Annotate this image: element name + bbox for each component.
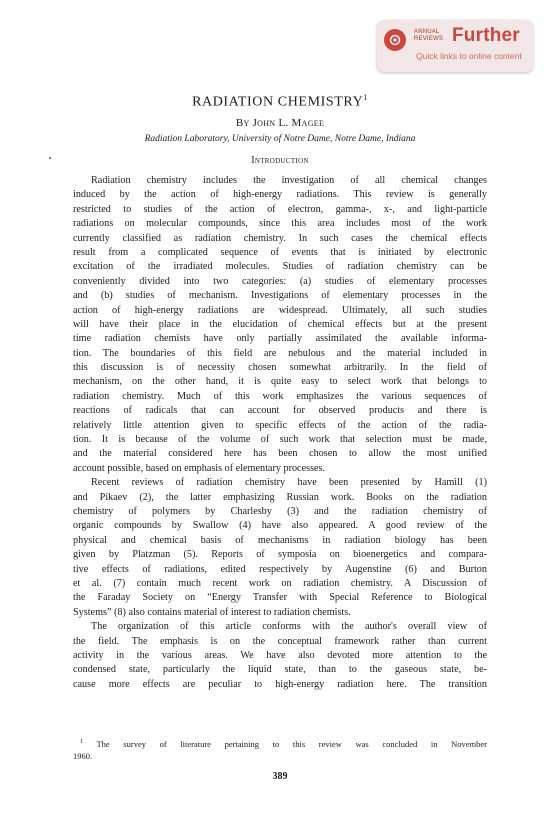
paragraph-line: chemistry of polymers by Charlesby (3) and the radiation chemistry of [73,505,487,517]
footnote-line: 1960. [73,751,93,762]
paragraph-line: time radiation chemists have only partially assimilated the available informa- [73,333,487,345]
paragraph-line: action of high-energy radiations are widespread. Ultimately, all such studies [73,304,487,316]
page-number: 389 [272,771,288,782]
further-brand[interactable]: Further [452,25,520,46]
footnote-text-1: The survey of literature pertaining to this review was concluded in November [96,738,487,749]
article-body [73,174,487,692]
paragraph-line: tion. It is because of the volume of such work that selection must be made, [73,434,487,446]
paragraph-line: Radiation chemistry includes the investigation of all chemical changes [91,175,487,186]
author-byline: By John L. Magee [235,117,325,129]
paragraph-line: cause more effects are peculiar to high-energy radiation here. The transition [73,678,487,690]
paragraph-line: restricted to studies of the action of electron, gamma-, x-, and light-particle [73,203,487,215]
paragraph-line: and the material considered here has been chosen to allow the most unified [73,448,487,460]
further-banner[interactable] [377,20,533,72]
paragraph-line: tive effects of radiations, edited respectively by Augenstine (6) and Burton [73,563,487,575]
paragraph-line: the Faraday Society on “Energy Transfer with Special Reference to Biological [73,592,487,604]
paragraph-line: condensed state, particularly the liquid state, than to the gaseous state, be- [73,664,487,676]
paragraph-line: conveniently divided into two categories: (a) studies of elementary processes [73,275,487,287]
paragraph-line: tion. The boundaries of this field are nebulous and the material included in [73,347,487,359]
paragraph-line: result from a complicated sequence of events that is initiated by electronic [73,246,487,258]
paragraph-line: induced by the action of high-energy radiations. This review is generally [73,189,487,201]
paragraph-line: radiations on molecular compounds, since this area includes most of the work [73,218,487,230]
paragraph-line: Recent reviews of radiation chemistry have been presented by Hamill (1) [91,477,487,489]
paragraph-line: organic compounds by Swallow (4) have also appeared. A good review of the [73,520,487,532]
org-line-1: ANNUAL [414,29,440,35]
paragraph-line: excitation of the irradiated molecules. Studies of radiation chemistry can be [73,261,487,273]
title-text: RADIATION CHEMISTRY [192,94,364,110]
paragraph-line: The organization of this article conforms with the author's overall view of [91,621,487,633]
annual-reviews-logo-icon [384,29,406,51]
footnote-line [73,736,487,750]
paragraph-line: and Pikaev (2), the latter emphasizing Russian work. Books on the radiation [73,491,487,503]
section-heading: Introduction [251,155,309,166]
paragraph-line: et al. (7) contain much recent work on radiation chemistry. A Discussion of [73,577,487,589]
author-affiliation: Radiation Laboratory, University of Notre Dame, Notre Dame, Indiana [144,134,416,144]
paragraph-line: and (b) studies of mechanism. Investigations of elementary processes in the [73,290,487,302]
paragraph-line: Systems” (8) also contains material of interest to radiation chemists. [73,606,351,618]
further-tagline[interactable]: Quick links to online content [416,51,522,61]
title-footnote-mark: 1 [363,93,368,102]
paragraph-line: reactions of radicals that can account for observed products and there is [73,405,487,417]
paragraph-line: given by Platzman (5). Reports of symposia on bioenergetics and compara- [73,549,487,561]
article-title [0,93,560,111]
paragraph-line: currently classified as radiation chemistry. In such cases the chemical effects [73,232,487,244]
annual-reviews-wordmark [414,29,443,43]
paragraph-line: this discussion is of necessity chosen somewhat arbitrarily. In the field of [73,362,487,374]
paragraph-line: mechanism, on the other hand, it is quite easy to select work that belongs to [73,376,487,388]
footnote-mark: 1 [80,739,83,745]
paragraph-line: will have their place in the elucidation of chemical effects but at the present [73,318,487,330]
paragraph-line: physical and chemical basis of mechanisms in radiation biology has been [73,534,487,546]
paragraph-line: account possible, based on emphasis of elementary processes. [73,462,326,474]
paragraph-line: radiation chemistry. Much of this work emphasizes the various sequences of [73,390,487,402]
footnote [73,736,487,765]
paragraph-line: relatively little attention given to specific effects of the action of the radia- [73,419,487,431]
paragraph-line: activity in the various areas. We have also devoted more attention to the [73,649,487,661]
paragraph-line: the field. The emphasis is on the conceptual framework rather than current [73,635,487,647]
org-line-2: REVIEWS [414,36,444,42]
